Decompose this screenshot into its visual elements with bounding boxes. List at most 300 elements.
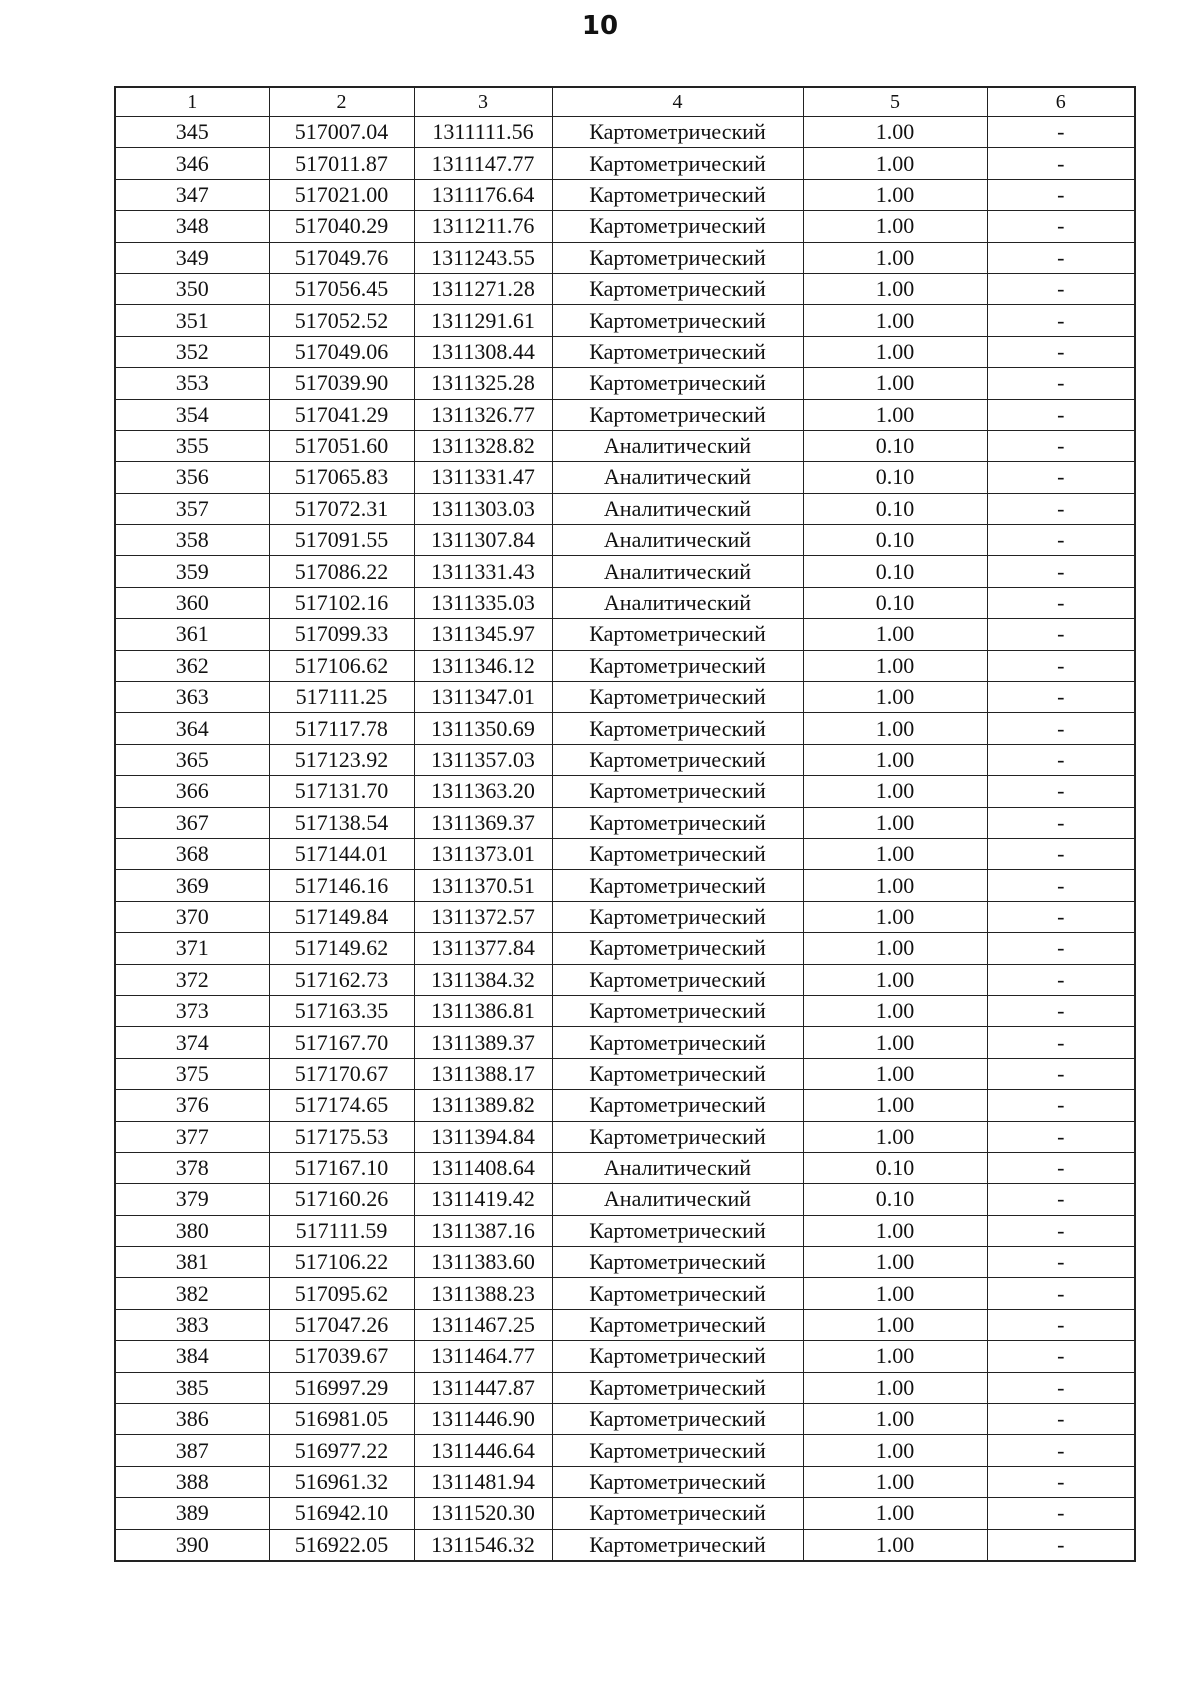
y-coordinate-cell: 1311388.23 <box>414 1278 552 1309</box>
table-row <box>115 117 1135 148</box>
x-coordinate-cell: 517039.67 <box>269 1341 414 1372</box>
method-cell: Аналитический <box>552 525 803 556</box>
method-cell: Картометрический <box>552 1215 803 1246</box>
column-header-4: 4 <box>552 87 803 117</box>
table-row <box>115 525 1135 556</box>
method-cell: Картометрический <box>552 870 803 901</box>
note-cell: - <box>987 1529 1135 1561</box>
x-coordinate-cell: 517123.92 <box>269 744 414 775</box>
note-cell: - <box>987 619 1135 650</box>
note-cell: - <box>987 399 1135 430</box>
accuracy-cell: 0.10 <box>803 462 987 493</box>
point-number-cell: 385 <box>115 1372 269 1403</box>
accuracy-cell: 1.00 <box>803 713 987 744</box>
point-number-cell: 359 <box>115 556 269 587</box>
x-coordinate-cell: 517167.70 <box>269 1027 414 1058</box>
note-cell: - <box>987 430 1135 461</box>
method-cell: Картометрический <box>552 368 803 399</box>
table-row <box>115 1090 1135 1121</box>
y-coordinate-cell: 1311363.20 <box>414 776 552 807</box>
accuracy-cell: 1.00 <box>803 650 987 681</box>
point-number-cell: 362 <box>115 650 269 681</box>
y-coordinate-cell: 1311350.69 <box>414 713 552 744</box>
table-row <box>115 776 1135 807</box>
method-cell: Картометрический <box>552 838 803 869</box>
point-number-cell: 369 <box>115 870 269 901</box>
y-coordinate-cell: 1311347.01 <box>414 682 552 713</box>
y-coordinate-cell: 1311369.37 <box>414 807 552 838</box>
table-row <box>115 1372 1135 1403</box>
note-cell: - <box>987 1341 1135 1372</box>
point-number-cell: 376 <box>115 1090 269 1121</box>
note-cell: - <box>987 776 1135 807</box>
y-coordinate-cell: 1311271.28 <box>414 273 552 304</box>
y-coordinate-cell: 1311331.43 <box>414 556 552 587</box>
x-coordinate-cell: 517117.78 <box>269 713 414 744</box>
point-number-cell: 372 <box>115 964 269 995</box>
accuracy-cell: 1.00 <box>803 964 987 995</box>
x-coordinate-cell: 517131.70 <box>269 776 414 807</box>
method-cell: Картометрический <box>552 1247 803 1278</box>
x-coordinate-cell: 517049.06 <box>269 336 414 367</box>
point-number-cell: 367 <box>115 807 269 838</box>
note-cell: - <box>987 462 1135 493</box>
x-coordinate-cell: 517007.04 <box>269 117 414 148</box>
note-cell: - <box>987 587 1135 618</box>
table-row <box>115 650 1135 681</box>
point-number-cell: 366 <box>115 776 269 807</box>
accuracy-cell: 0.10 <box>803 525 987 556</box>
y-coordinate-cell: 1311308.44 <box>414 336 552 367</box>
method-cell: Картометрический <box>552 619 803 650</box>
accuracy-cell: 1.00 <box>803 1058 987 1089</box>
table-row <box>115 305 1135 336</box>
table-row <box>115 807 1135 838</box>
table-row <box>115 211 1135 242</box>
accuracy-cell: 0.10 <box>803 1184 987 1215</box>
y-coordinate-cell: 1311394.84 <box>414 1121 552 1152</box>
accuracy-cell: 1.00 <box>803 1027 987 1058</box>
column-header-5: 5 <box>803 87 987 117</box>
table-row <box>115 1341 1135 1372</box>
note-cell: - <box>987 1466 1135 1497</box>
x-coordinate-cell: 517106.22 <box>269 1247 414 1278</box>
table-row <box>115 1058 1135 1089</box>
method-cell: Картометрический <box>552 1027 803 1058</box>
accuracy-cell: 1.00 <box>803 179 987 210</box>
method-cell: Картометрический <box>552 1341 803 1372</box>
method-cell: Картометрический <box>552 211 803 242</box>
page-number: 10 <box>581 11 619 41</box>
column-header-6: 6 <box>987 87 1135 117</box>
x-coordinate-cell: 517011.87 <box>269 148 414 179</box>
y-coordinate-cell: 1311386.81 <box>414 995 552 1026</box>
method-cell: Аналитический <box>552 462 803 493</box>
point-number-cell: 382 <box>115 1278 269 1309</box>
method-cell: Картометрический <box>552 1309 803 1340</box>
table-row <box>115 870 1135 901</box>
note-cell: - <box>987 211 1135 242</box>
x-coordinate-cell: 517144.01 <box>269 838 414 869</box>
table-row <box>115 1278 1135 1309</box>
accuracy-cell: 0.10 <box>803 1152 987 1183</box>
method-cell: Картометрический <box>552 744 803 775</box>
method-cell: Картометрический <box>552 1058 803 1089</box>
note-cell: - <box>987 525 1135 556</box>
x-coordinate-cell: 517099.33 <box>269 619 414 650</box>
header-row <box>115 87 1135 117</box>
method-cell: Аналитический <box>552 1152 803 1183</box>
accuracy-cell: 1.00 <box>803 1309 987 1340</box>
accuracy-cell: 0.10 <box>803 587 987 618</box>
note-cell: - <box>987 1090 1135 1121</box>
accuracy-cell: 1.00 <box>803 1121 987 1152</box>
y-coordinate-cell: 1311328.82 <box>414 430 552 461</box>
y-coordinate-cell: 1311467.25 <box>414 1309 552 1340</box>
method-cell: Картометрический <box>552 117 803 148</box>
accuracy-cell: 1.00 <box>803 1215 987 1246</box>
note-cell: - <box>987 1058 1135 1089</box>
y-coordinate-cell: 1311446.64 <box>414 1435 552 1466</box>
method-cell: Аналитический <box>552 430 803 461</box>
note-cell: - <box>987 870 1135 901</box>
note-cell: - <box>987 1215 1135 1246</box>
accuracy-cell: 1.00 <box>803 336 987 367</box>
method-cell: Картометрический <box>552 1090 803 1121</box>
method-cell: Картометрический <box>552 933 803 964</box>
table-row <box>115 1529 1135 1561</box>
accuracy-cell: 1.00 <box>803 1466 987 1497</box>
method-cell: Картометрический <box>552 1466 803 1497</box>
note-cell: - <box>987 305 1135 336</box>
x-coordinate-cell: 517041.29 <box>269 399 414 430</box>
note-cell: - <box>987 117 1135 148</box>
table-row <box>115 838 1135 869</box>
accuracy-cell: 1.00 <box>803 399 987 430</box>
table-row <box>115 619 1135 650</box>
table-row <box>115 273 1135 304</box>
point-number-cell: 380 <box>115 1215 269 1246</box>
point-number-cell: 345 <box>115 117 269 148</box>
point-number-cell: 361 <box>115 619 269 650</box>
accuracy-cell: 1.00 <box>803 870 987 901</box>
point-number-cell: 374 <box>115 1027 269 1058</box>
point-number-cell: 363 <box>115 682 269 713</box>
table-row <box>115 1184 1135 1215</box>
method-cell: Картометрический <box>552 1435 803 1466</box>
point-number-cell: 365 <box>115 744 269 775</box>
table-row <box>115 1435 1135 1466</box>
point-number-cell: 390 <box>115 1529 269 1561</box>
x-coordinate-cell: 516942.10 <box>269 1498 414 1529</box>
x-coordinate-cell: 517138.54 <box>269 807 414 838</box>
y-coordinate-cell: 1311520.30 <box>414 1498 552 1529</box>
note-cell: - <box>987 1027 1135 1058</box>
x-coordinate-cell: 517175.53 <box>269 1121 414 1152</box>
table-row <box>115 901 1135 932</box>
x-coordinate-cell: 517111.59 <box>269 1215 414 1246</box>
x-coordinate-cell: 517111.25 <box>269 682 414 713</box>
note-cell: - <box>987 242 1135 273</box>
table-header <box>115 87 1135 117</box>
column-header-3: 3 <box>414 87 552 117</box>
table-row <box>115 1309 1135 1340</box>
table-row <box>115 462 1135 493</box>
point-number-cell: 350 <box>115 273 269 304</box>
x-coordinate-cell: 516922.05 <box>269 1529 414 1561</box>
y-coordinate-cell: 1311372.57 <box>414 901 552 932</box>
x-coordinate-cell: 517040.29 <box>269 211 414 242</box>
accuracy-cell: 1.00 <box>803 838 987 869</box>
note-cell: - <box>987 995 1135 1026</box>
method-cell: Картометрический <box>552 1372 803 1403</box>
point-number-cell: 375 <box>115 1058 269 1089</box>
table-row <box>115 1027 1135 1058</box>
method-cell: Картометрический <box>552 305 803 336</box>
table-row <box>115 368 1135 399</box>
y-coordinate-cell: 1311408.64 <box>414 1152 552 1183</box>
y-coordinate-cell: 1311446.90 <box>414 1404 552 1435</box>
point-number-cell: 364 <box>115 713 269 744</box>
point-number-cell: 347 <box>115 179 269 210</box>
point-number-cell: 371 <box>115 933 269 964</box>
x-coordinate-cell: 517170.67 <box>269 1058 414 1089</box>
method-cell: Картометрический <box>552 336 803 367</box>
x-coordinate-cell: 517160.26 <box>269 1184 414 1215</box>
note-cell: - <box>987 650 1135 681</box>
method-cell: Картометрический <box>552 399 803 430</box>
note-cell: - <box>987 744 1135 775</box>
coordinates-table <box>114 86 1136 1562</box>
accuracy-cell: 1.00 <box>803 1372 987 1403</box>
y-coordinate-cell: 1311307.84 <box>414 525 552 556</box>
method-cell: Картометрический <box>552 807 803 838</box>
note-cell: - <box>987 1435 1135 1466</box>
note-cell: - <box>987 838 1135 869</box>
note-cell: - <box>987 1121 1135 1152</box>
table-row <box>115 1121 1135 1152</box>
accuracy-cell: 1.00 <box>803 1498 987 1529</box>
x-coordinate-cell: 517049.76 <box>269 242 414 273</box>
y-coordinate-cell: 1311176.64 <box>414 179 552 210</box>
note-cell: - <box>987 933 1135 964</box>
x-coordinate-cell: 517039.90 <box>269 368 414 399</box>
point-number-cell: 353 <box>115 368 269 399</box>
table-body <box>115 117 1135 1561</box>
accuracy-cell: 1.00 <box>803 305 987 336</box>
accuracy-cell: 1.00 <box>803 1435 987 1466</box>
method-cell: Картометрический <box>552 1529 803 1561</box>
table-row <box>115 933 1135 964</box>
accuracy-cell: 1.00 <box>803 273 987 304</box>
y-coordinate-cell: 1311419.42 <box>414 1184 552 1215</box>
y-coordinate-cell: 1311211.76 <box>414 211 552 242</box>
x-coordinate-cell: 517021.00 <box>269 179 414 210</box>
accuracy-cell: 1.00 <box>803 1247 987 1278</box>
method-cell: Картометрический <box>552 1404 803 1435</box>
x-coordinate-cell: 517051.60 <box>269 430 414 461</box>
method-cell: Аналитический <box>552 1184 803 1215</box>
note-cell: - <box>987 556 1135 587</box>
accuracy-cell: 1.00 <box>803 368 987 399</box>
x-coordinate-cell: 517065.83 <box>269 462 414 493</box>
note-cell: - <box>987 807 1135 838</box>
y-coordinate-cell: 1311291.61 <box>414 305 552 336</box>
accuracy-cell: 1.00 <box>803 776 987 807</box>
y-coordinate-cell: 1311335.03 <box>414 587 552 618</box>
y-coordinate-cell: 1311357.03 <box>414 744 552 775</box>
y-coordinate-cell: 1311373.01 <box>414 838 552 869</box>
x-coordinate-cell: 517072.31 <box>269 493 414 524</box>
x-coordinate-cell: 517162.73 <box>269 964 414 995</box>
x-coordinate-cell: 517086.22 <box>269 556 414 587</box>
accuracy-cell: 1.00 <box>803 1404 987 1435</box>
point-number-cell: 388 <box>115 1466 269 1497</box>
point-number-cell: 358 <box>115 525 269 556</box>
point-number-cell: 383 <box>115 1309 269 1340</box>
table-row <box>115 1404 1135 1435</box>
method-cell: Картометрический <box>552 713 803 744</box>
x-coordinate-cell: 517167.10 <box>269 1152 414 1183</box>
point-number-cell: 381 <box>115 1247 269 1278</box>
note-cell: - <box>987 1247 1135 1278</box>
note-cell: - <box>987 1278 1135 1309</box>
point-number-cell: 355 <box>115 430 269 461</box>
x-coordinate-cell: 517047.26 <box>269 1309 414 1340</box>
x-coordinate-cell: 517095.62 <box>269 1278 414 1309</box>
point-number-cell: 378 <box>115 1152 269 1183</box>
note-cell: - <box>987 1404 1135 1435</box>
note-cell: - <box>987 336 1135 367</box>
note-cell: - <box>987 964 1135 995</box>
point-number-cell: 356 <box>115 462 269 493</box>
table-row <box>115 336 1135 367</box>
x-coordinate-cell: 517091.55 <box>269 525 414 556</box>
x-coordinate-cell: 517056.45 <box>269 273 414 304</box>
table-row <box>115 430 1135 461</box>
table-row <box>115 682 1135 713</box>
point-number-cell: 379 <box>115 1184 269 1215</box>
accuracy-cell: 1.00 <box>803 1090 987 1121</box>
accuracy-cell: 1.00 <box>803 1278 987 1309</box>
note-cell: - <box>987 682 1135 713</box>
y-coordinate-cell: 1311384.32 <box>414 964 552 995</box>
y-coordinate-cell: 1311243.55 <box>414 242 552 273</box>
point-number-cell: 357 <box>115 493 269 524</box>
point-number-cell: 352 <box>115 336 269 367</box>
note-cell: - <box>987 1184 1135 1215</box>
table-row <box>115 713 1135 744</box>
method-cell: Картометрический <box>552 242 803 273</box>
y-coordinate-cell: 1311383.60 <box>414 1247 552 1278</box>
table-row <box>115 148 1135 179</box>
table-row <box>115 399 1135 430</box>
point-number-cell: 360 <box>115 587 269 618</box>
note-cell: - <box>987 493 1135 524</box>
x-coordinate-cell: 516981.05 <box>269 1404 414 1435</box>
note-cell: - <box>987 148 1135 179</box>
point-number-cell: 351 <box>115 305 269 336</box>
table-row <box>115 1247 1135 1278</box>
method-cell: Картометрический <box>552 1121 803 1152</box>
method-cell: Аналитический <box>552 493 803 524</box>
note-cell: - <box>987 368 1135 399</box>
y-coordinate-cell: 1311387.16 <box>414 1215 552 1246</box>
note-cell: - <box>987 713 1135 744</box>
y-coordinate-cell: 1311345.97 <box>414 619 552 650</box>
accuracy-cell: 1.00 <box>803 995 987 1026</box>
x-coordinate-cell: 517102.16 <box>269 587 414 618</box>
point-number-cell: 377 <box>115 1121 269 1152</box>
table-row <box>115 995 1135 1026</box>
point-number-cell: 387 <box>115 1435 269 1466</box>
column-header-2: 2 <box>269 87 414 117</box>
y-coordinate-cell: 1311325.28 <box>414 368 552 399</box>
point-number-cell: 389 <box>115 1498 269 1529</box>
table-row <box>115 1152 1135 1183</box>
point-number-cell: 354 <box>115 399 269 430</box>
y-coordinate-cell: 1311546.32 <box>414 1529 552 1561</box>
x-coordinate-cell: 517174.65 <box>269 1090 414 1121</box>
note-cell: - <box>987 1372 1135 1403</box>
y-coordinate-cell: 1311303.03 <box>414 493 552 524</box>
y-coordinate-cell: 1311389.82 <box>414 1090 552 1121</box>
x-coordinate-cell: 517149.84 <box>269 901 414 932</box>
accuracy-cell: 1.00 <box>803 807 987 838</box>
accuracy-cell: 1.00 <box>803 148 987 179</box>
note-cell: - <box>987 273 1135 304</box>
method-cell: Картометрический <box>552 148 803 179</box>
x-coordinate-cell: 517163.35 <box>269 995 414 1026</box>
method-cell: Картометрический <box>552 1498 803 1529</box>
accuracy-cell: 1.00 <box>803 933 987 964</box>
y-coordinate-cell: 1311389.37 <box>414 1027 552 1058</box>
x-coordinate-cell: 517146.16 <box>269 870 414 901</box>
y-coordinate-cell: 1311111.56 <box>414 117 552 148</box>
table-row <box>115 1498 1135 1529</box>
y-coordinate-cell: 1311346.12 <box>414 650 552 681</box>
method-cell: Аналитический <box>552 587 803 618</box>
accuracy-cell: 1.00 <box>803 744 987 775</box>
y-coordinate-cell: 1311464.77 <box>414 1341 552 1372</box>
method-cell: Аналитический <box>552 556 803 587</box>
point-number-cell: 346 <box>115 148 269 179</box>
y-coordinate-cell: 1311388.17 <box>414 1058 552 1089</box>
table-row <box>115 493 1135 524</box>
point-number-cell: 373 <box>115 995 269 1026</box>
y-coordinate-cell: 1311377.84 <box>414 933 552 964</box>
method-cell: Картометрический <box>552 682 803 713</box>
x-coordinate-cell: 517149.62 <box>269 933 414 964</box>
table-row <box>115 587 1135 618</box>
table-row <box>115 1215 1135 1246</box>
method-cell: Картометрический <box>552 901 803 932</box>
method-cell: Картометрический <box>552 964 803 995</box>
accuracy-cell: 1.00 <box>803 242 987 273</box>
accuracy-cell: 1.00 <box>803 682 987 713</box>
x-coordinate-cell: 516997.29 <box>269 1372 414 1403</box>
point-number-cell: 348 <box>115 211 269 242</box>
method-cell: Картометрический <box>552 650 803 681</box>
method-cell: Картометрический <box>552 995 803 1026</box>
x-coordinate-cell: 516977.22 <box>269 1435 414 1466</box>
note-cell: - <box>987 901 1135 932</box>
y-coordinate-cell: 1311447.87 <box>414 1372 552 1403</box>
y-coordinate-cell: 1311331.47 <box>414 462 552 493</box>
note-cell: - <box>987 179 1135 210</box>
accuracy-cell: 0.10 <box>803 493 987 524</box>
note-cell: - <box>987 1309 1135 1340</box>
